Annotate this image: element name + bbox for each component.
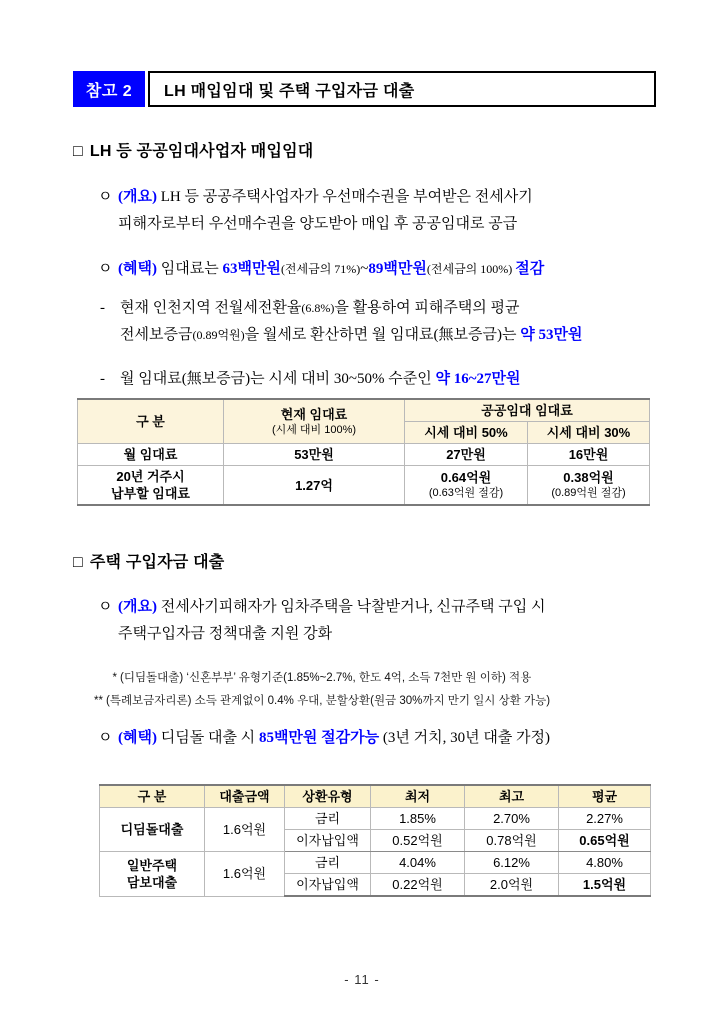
td-loan-label-didimdol: 디딤돌대출 bbox=[100, 808, 205, 852]
dash-marker: - bbox=[100, 300, 105, 316]
td-interest-avg-2: 1.5억원 bbox=[559, 874, 651, 897]
dash-1-rate-note: (6.8%) bbox=[301, 301, 335, 315]
bullet-circle-marker: ㅇ bbox=[98, 599, 113, 615]
dash-1-text-d: 을 월세로 환산하면 월 임대료(無보증금)는 bbox=[244, 327, 521, 343]
footnote-2 bbox=[89, 691, 550, 712]
keyword-benefit: (혜택) bbox=[118, 261, 157, 277]
td-interest-min: 0.52억원 bbox=[371, 830, 465, 852]
dash-marker: - bbox=[100, 371, 105, 387]
td-repay-type-interest: 이자납입액 bbox=[285, 830, 371, 852]
td-rate-avg: 2.27% bbox=[559, 808, 651, 830]
th-division: 구 분 bbox=[78, 399, 224, 444]
th-max: 최고 bbox=[465, 785, 559, 808]
td-20yr-30 bbox=[528, 466, 650, 506]
table-row bbox=[78, 466, 650, 506]
section-heading-2-label: 주택 구입자금 대출 bbox=[89, 554, 225, 571]
page-title: LH 매입임대 및 주택 구입자금 대출 bbox=[148, 71, 656, 107]
table-row bbox=[100, 808, 651, 830]
td-20yr-30-value: 0.38억원 bbox=[563, 470, 614, 485]
td-repay-type-rate: 금리 bbox=[285, 808, 371, 830]
keyword-overview: (개요) bbox=[118, 599, 157, 615]
footnote-1 bbox=[103, 668, 531, 689]
benefit-value-high: 89백만원 bbox=[368, 261, 427, 277]
td-20yr-50 bbox=[405, 466, 528, 506]
benefit-2-pre: 디딤돌 대출 시 bbox=[156, 730, 259, 746]
section-square-icon: □ bbox=[73, 554, 83, 571]
td-rate-min-2: 4.04% bbox=[371, 852, 465, 874]
th-public-rent-group: 공공임대 임대료 bbox=[405, 399, 650, 422]
td-repay-type-rate-2: 금리 bbox=[285, 852, 371, 874]
td-loan-label-general-line2: 담보대출 bbox=[126, 874, 178, 890]
th-current-rent-main: 현재 임대료 bbox=[280, 406, 348, 422]
benefit-saving-word: 절감 bbox=[515, 261, 545, 277]
td-rate-max-2: 6.12% bbox=[465, 852, 559, 874]
td-loan-amount-general: 1.6억원 bbox=[205, 852, 285, 897]
td-row-label-20yr-line2: 납부할 임대료 bbox=[111, 486, 190, 501]
td-row-label-20yr bbox=[78, 466, 224, 506]
footnote-2-marker: ** bbox=[94, 695, 103, 707]
th-loan-amount: 대출금액 bbox=[205, 785, 285, 808]
td-monthly-current: 53만원 bbox=[224, 444, 405, 466]
bullet-overview-2-text: 전세사기피해자가 임차주택을 낙찰받거나, 신규주택 구입 시 bbox=[156, 599, 546, 615]
footnote-1-marker: * bbox=[112, 672, 117, 684]
bullet-benefit-1-text bbox=[118, 256, 544, 283]
dash-item-2 bbox=[100, 366, 520, 393]
bullet-overview-1-line2: 피해자로부터 우선매수권을 양도받아 매입 후 공공임대로 공급 bbox=[118, 216, 518, 232]
dash-1-highlight: 약 53만원 bbox=[520, 327, 583, 343]
bullet-circle-marker: ㅇ bbox=[98, 730, 113, 746]
section-heading-1-label: LH 등 공공임대사업자 매입임대 bbox=[89, 143, 314, 160]
reference-badge: 참고 2 bbox=[73, 71, 145, 107]
td-loan-amount-didimdol: 1.6억원 bbox=[205, 808, 285, 852]
benefit-value-low: 63백만원 bbox=[222, 261, 281, 277]
td-20yr-50-note: (0.63억원 절감) bbox=[428, 487, 504, 499]
dash-item-1-line1 bbox=[120, 295, 582, 322]
th-market-50: 시세 대비 50% bbox=[405, 422, 528, 444]
bullet-overview-2 bbox=[98, 594, 546, 648]
dash-item-1 bbox=[100, 295, 582, 349]
bullet-benefit-2-text bbox=[118, 725, 550, 752]
table-row bbox=[78, 444, 650, 466]
td-row-label-20yr-line1: 20년 거주시 bbox=[116, 469, 185, 484]
dash-1-text-c: 전세보증금 bbox=[120, 327, 193, 343]
benefit-tilde: ~ bbox=[360, 261, 369, 277]
benefit-pre-text: 임대료는 bbox=[156, 261, 223, 277]
td-20yr-current: 1.27억 bbox=[224, 466, 405, 506]
benefit-note-low: (전세금의 71%) bbox=[280, 262, 361, 276]
footnote-2-text: (특례보금자리론) 소득 관계없이 0.4% 우대, 분할상환(원금 30%까지 만기 일시 상환 가능) bbox=[106, 695, 551, 707]
th-repayment-type: 상환유형 bbox=[285, 785, 371, 808]
rental-comparison-table bbox=[77, 398, 650, 506]
th-loan-division: 구 분 bbox=[100, 785, 205, 808]
td-20yr-30-note: (0.89억원 절감) bbox=[551, 487, 626, 499]
dash-2-highlight: 약 16~27만원 bbox=[435, 371, 521, 387]
section-square-icon: □ bbox=[73, 143, 83, 160]
bullet-overview-2-line2: 주택구입자금 정책대출 지원 강화 bbox=[118, 626, 333, 642]
bullet-benefit-1 bbox=[98, 256, 544, 283]
dash-1-text-b: 을 활용하여 피해주택의 평균 bbox=[334, 300, 520, 316]
th-current-rent-sub: (시세 대비 100%) bbox=[271, 423, 357, 436]
benefit-2-post: (3년 거치, 30년 대출 가정) bbox=[379, 730, 551, 746]
reference-header bbox=[73, 71, 656, 107]
table-row-header bbox=[100, 785, 651, 808]
td-rate-avg-2: 4.80% bbox=[559, 852, 651, 874]
bullet-overview-1-text: LH 등 공공주택사업자가 우선매수권을 부여받은 전세사기 bbox=[156, 189, 533, 205]
td-rate-max: 2.70% bbox=[465, 808, 559, 830]
th-current-rent bbox=[224, 399, 405, 444]
footnote-1-text: (디딤돌대출) ‘신혼부부’ 유형기준(1.85%~2.7%, 한도 4억, 소득 7천만 원 이하) 적용 bbox=[120, 672, 532, 684]
bullet-overview-1 bbox=[98, 184, 533, 238]
dash-item-1-line2 bbox=[120, 322, 582, 349]
td-interest-avg: 0.65억원 bbox=[559, 830, 651, 852]
dash-2-text: 월 임대료(無보증금)는 시세 대비 30~50% 수준인 bbox=[120, 371, 436, 387]
bullet-benefit-2 bbox=[98, 725, 550, 752]
dash-item-2-text bbox=[120, 366, 520, 393]
td-interest-max: 0.78억원 bbox=[465, 830, 559, 852]
td-interest-max-2: 2.0억원 bbox=[465, 874, 559, 897]
th-market-30: 시세 대비 30% bbox=[528, 422, 650, 444]
bullet-circle-marker: ㅇ bbox=[98, 189, 113, 205]
bullet-circle-marker: ㅇ bbox=[98, 261, 113, 277]
td-loan-label-general bbox=[100, 852, 205, 897]
td-rate-min: 1.85% bbox=[371, 808, 465, 830]
keyword-overview: (개요) bbox=[118, 189, 157, 205]
loan-comparison-table bbox=[99, 784, 651, 897]
th-avg: 평균 bbox=[559, 785, 651, 808]
td-row-label-monthly: 월 임대료 bbox=[78, 444, 224, 466]
td-loan-label-general-line1: 일반주택 bbox=[126, 857, 178, 873]
page-number: - 11 - bbox=[344, 972, 380, 987]
dash-1-text-a: 현재 인천지역 전월세전환율 bbox=[120, 300, 302, 316]
th-min: 최저 bbox=[371, 785, 465, 808]
dash-1-deposit-note: (0.89억원) bbox=[192, 328, 245, 342]
benefit-2-highlight: 85백만원 절감가능 bbox=[258, 730, 380, 746]
td-monthly-50: 27만원 bbox=[405, 444, 528, 466]
benefit-note-high: (전세금의 100%) bbox=[426, 262, 516, 276]
table-row bbox=[100, 852, 651, 874]
section-heading-2 bbox=[73, 549, 224, 572]
td-repay-type-interest-2: 이자납입액 bbox=[285, 874, 371, 897]
td-monthly-30: 16만원 bbox=[528, 444, 650, 466]
section-heading-1 bbox=[73, 138, 313, 161]
td-interest-min-2: 0.22억원 bbox=[371, 874, 465, 897]
table-row-header-top bbox=[78, 399, 650, 422]
bullet-overview-1-line1 bbox=[118, 184, 533, 211]
td-20yr-50-value: 0.64억원 bbox=[440, 470, 492, 485]
bullet-overview-2-line1 bbox=[118, 594, 546, 621]
keyword-benefit: (혜택) bbox=[118, 730, 157, 746]
